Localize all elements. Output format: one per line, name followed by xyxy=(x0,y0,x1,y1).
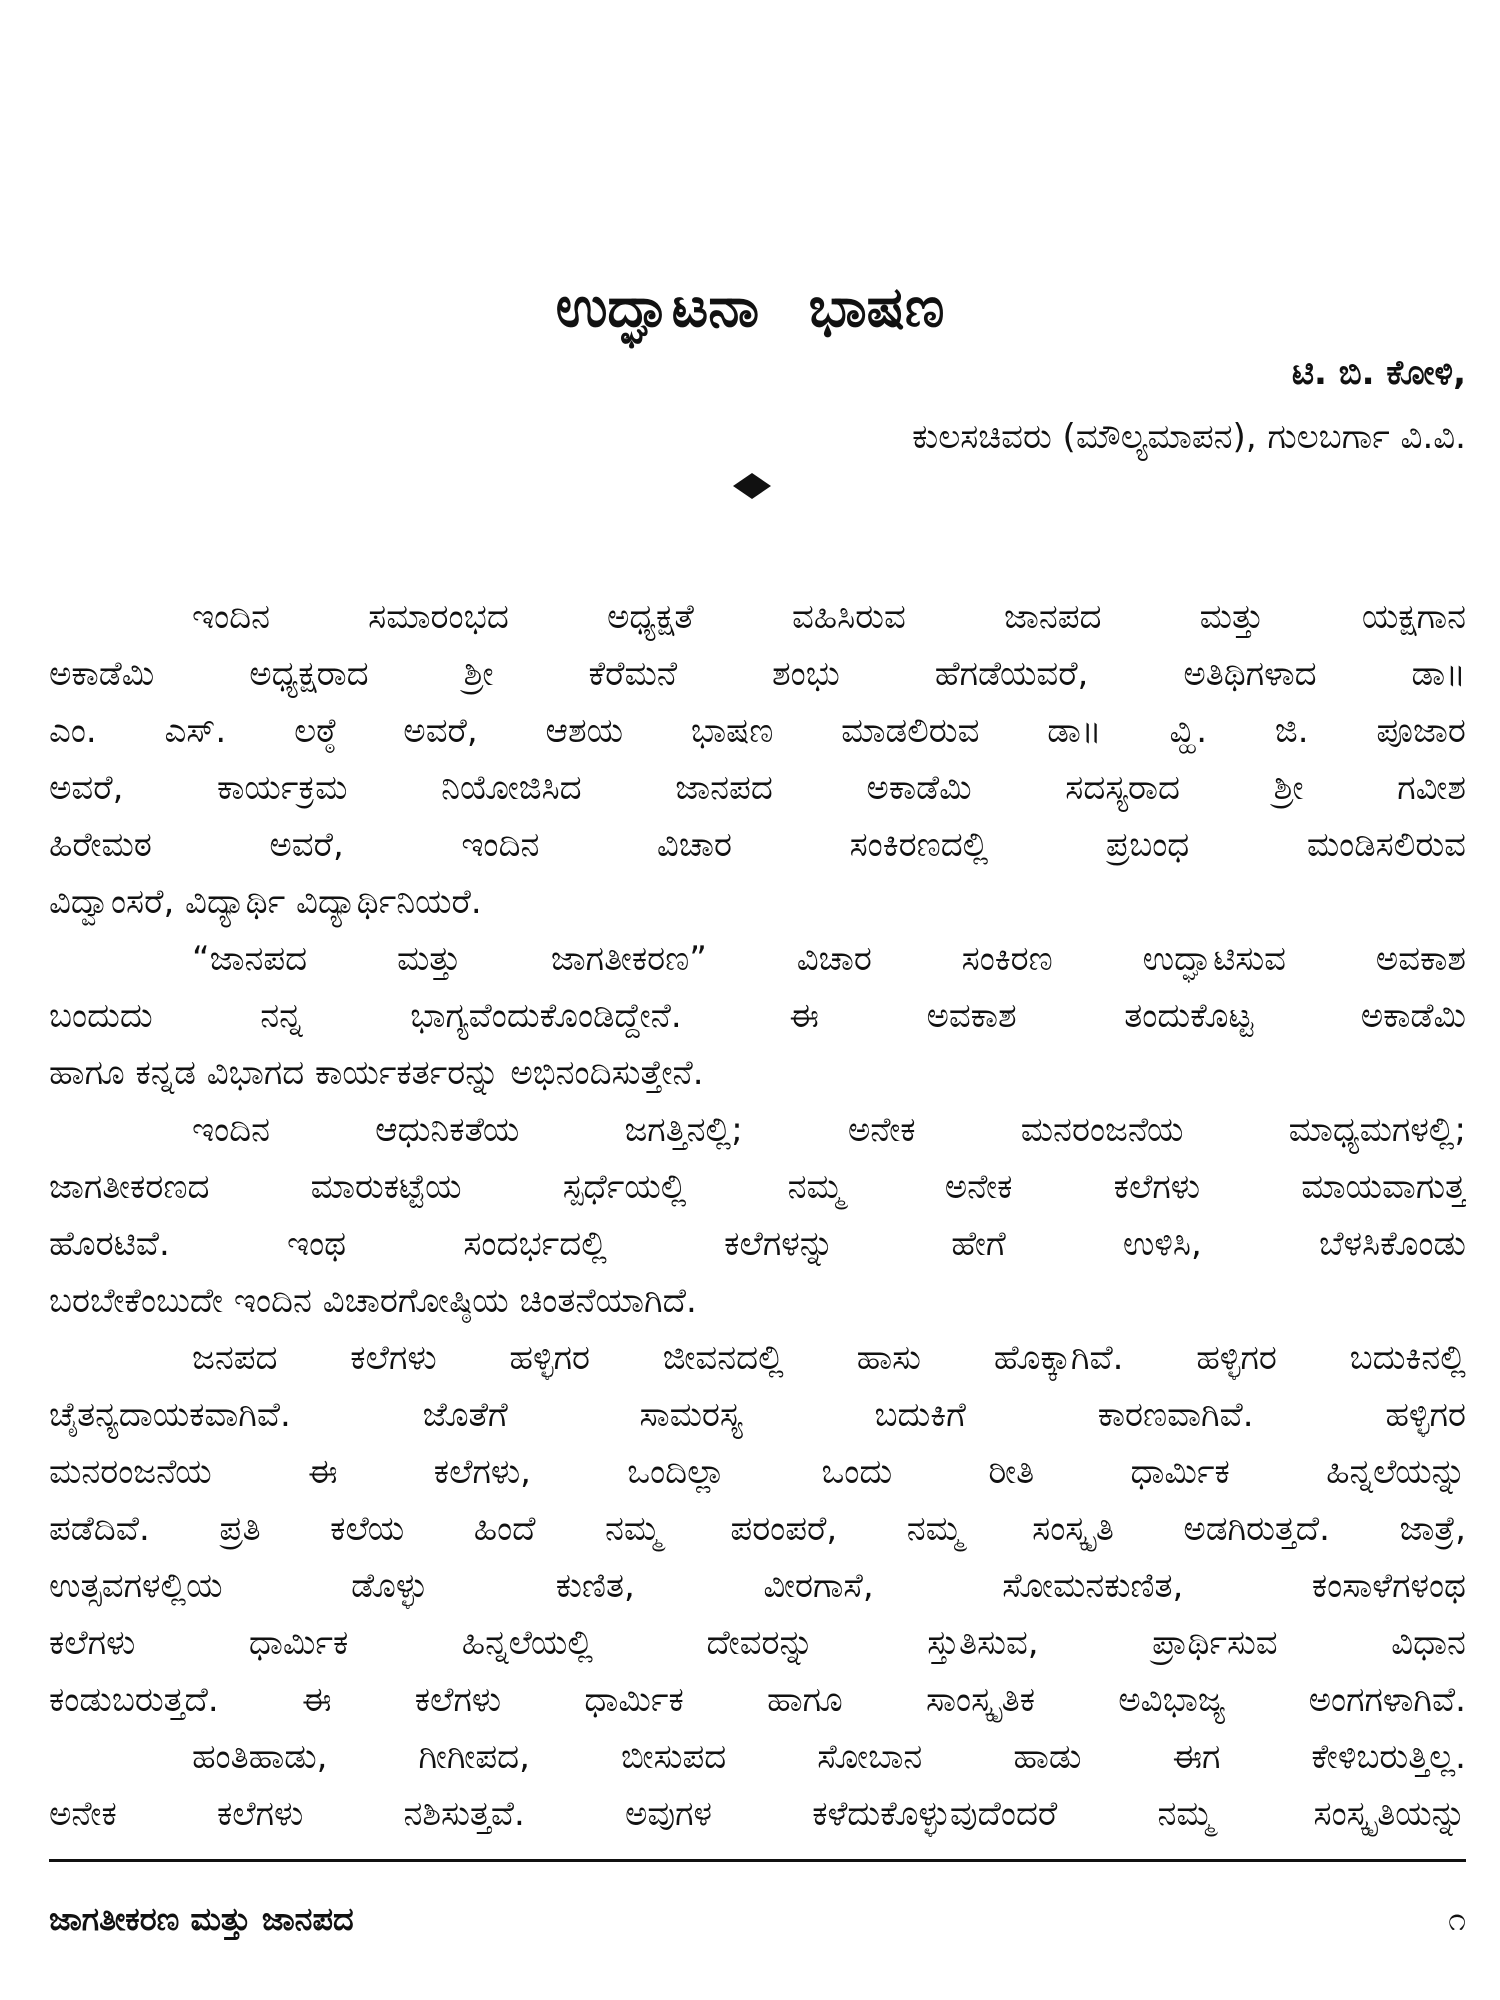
word: ಬದುಕಿಗೆ xyxy=(874,1395,966,1435)
word: ನಮ್ಮ xyxy=(906,1509,963,1549)
text-line xyxy=(49,1501,1466,1558)
word: ಹೇಗೆ xyxy=(951,1224,1006,1264)
word: ಧಾರ್ಮಿಕ xyxy=(248,1623,349,1663)
text-line xyxy=(49,1615,1466,1672)
word: ಹಳ್ಳಿಗರ xyxy=(509,1338,591,1378)
word: ಸಂಸ್ಕೃತಿ xyxy=(1032,1509,1114,1549)
word: ಜಾತ್ರೆ, xyxy=(1399,1509,1466,1549)
text-line: ಹಾಗೂ ಕನ್ನಡ ವಿಭಾಗದ ಕಾರ್ಯಕರ್ತರನ್ನು ಅಭಿನಂದಿಸುತ್ತೇನೆ. xyxy=(49,1053,704,1093)
word: ವ್ಹಿ. xyxy=(1169,711,1208,751)
text-line xyxy=(49,1159,1466,1216)
word: ಅವರೆ, xyxy=(269,825,344,865)
footer-divider xyxy=(49,1859,1466,1862)
word: ಹಂತಿಹಾಡು, xyxy=(192,1737,328,1777)
word: ಒಂದಿಲ್ಲಾ xyxy=(627,1452,726,1492)
word: ನಮ್ಮ xyxy=(1157,1794,1214,1834)
word: ಆಧುನಿಕತೆಯ xyxy=(375,1110,520,1150)
word: ಸಂದರ್ಭದಲ್ಲಿ xyxy=(463,1224,607,1264)
word: ಗೀಗೀಪದ, xyxy=(418,1737,530,1777)
word: ಹಾಡು xyxy=(1013,1737,1082,1777)
word: ತಂದುಕೊಟ್ಟ xyxy=(1124,996,1254,1036)
word: ಸಂಸ್ಕೃತಿಯನ್ನು xyxy=(1313,1794,1466,1834)
word: ಹಳ್ಳಿಗರ xyxy=(1196,1338,1277,1378)
text-line xyxy=(49,1444,1466,1501)
word: ಮತ್ತು xyxy=(396,939,462,979)
word: ಸಂಕಿರಣ xyxy=(961,939,1053,979)
word: ಜಗತ್ತಿನಲ್ಲಿ; xyxy=(624,1110,743,1150)
word: ಅನೇಕ xyxy=(49,1794,117,1834)
word: ಈ xyxy=(301,1680,332,1720)
text-line xyxy=(49,589,1466,646)
word: ಸಾಮರಸ್ಯ xyxy=(639,1395,743,1435)
word: ಅಂಗಗಳಾಗಿವೆ. xyxy=(1308,1680,1466,1720)
word: ಯಕ್ಷಗಾನ xyxy=(1361,597,1466,637)
author-name: ಟಿ. ಬಿ. ಕೋಳಿ, xyxy=(1291,353,1466,393)
word: ಡೊಳ್ಳು xyxy=(351,1566,428,1606)
word: ಕಲೆಯ xyxy=(330,1509,405,1549)
text-line xyxy=(49,760,1466,817)
word: ಬದುಕಿನಲ್ಲಿ xyxy=(1349,1338,1466,1378)
word: ಹಿನ್ನಲೆಯನ್ನು xyxy=(1326,1452,1466,1492)
word: ಅಧ್ಯಕ್ಷತೆ xyxy=(606,597,694,637)
text-line xyxy=(49,1387,1466,1444)
word: ಕಲೆಗಳನ್ನು xyxy=(724,1224,835,1264)
word: ಹಿರೇಮಠ xyxy=(49,825,152,865)
word: ಜಾನಪದ xyxy=(675,768,773,808)
word: ಈ xyxy=(308,1452,338,1492)
word: ಅವುಗಳ xyxy=(625,1794,712,1834)
word: ಪ್ರಾರ್ಥಿಸುವ xyxy=(1152,1623,1278,1663)
word: ಪರಂಪರೆ, xyxy=(730,1509,838,1549)
word: ಡಾ॥ xyxy=(1411,654,1466,694)
word: ಗವೀಶ xyxy=(1397,768,1466,808)
word: ಮತ್ತು xyxy=(1199,597,1264,637)
word: ಕೇಳಿಬರುತ್ತಿಲ್ಲ. xyxy=(1311,1737,1466,1777)
word: ಎಂ. xyxy=(49,711,97,751)
word: ಅವಕಾಶ xyxy=(1375,939,1466,979)
word: ಪಡೆದಿವೆ. xyxy=(49,1509,150,1549)
word: ಉಳಿಸಿ, xyxy=(1122,1224,1202,1264)
paragraph xyxy=(49,931,1466,1102)
word: ಅಡಗಿರುತ್ತದೆ. xyxy=(1183,1509,1330,1549)
word: ಕಲೆಗಳು xyxy=(350,1338,437,1378)
word: ಪೂಜಾರ xyxy=(1376,711,1466,751)
word: ಕಲೆಗಳು xyxy=(1113,1167,1201,1207)
word: ಹೊಕ್ಕಾಗಿವೆ. xyxy=(993,1338,1124,1378)
word: ಕಲೆಗಳು, xyxy=(433,1452,531,1492)
word: ಕಾರಣವಾಗಿವೆ. xyxy=(1097,1395,1254,1435)
word: ಹೊರಟಿವೆ. xyxy=(49,1224,170,1264)
word: ಸೋಬಾನ xyxy=(817,1737,923,1777)
word: ಉತ್ಸವಗಳಲ್ಲಿಯ xyxy=(49,1566,223,1606)
word: ಅಕಾಡೆಮಿ xyxy=(866,768,972,808)
word: ಅಕಾಡೆಮಿ xyxy=(1360,996,1466,1036)
word: ಸಾಂಸ್ಕೃತಿಕ xyxy=(925,1680,1036,1720)
word: ಅನೇಕ xyxy=(847,1110,916,1150)
word: ಉದ್ಘಾಟಿಸುವ xyxy=(1142,939,1286,979)
word: ಕಲೆಗಳು xyxy=(414,1680,502,1720)
word: ಇಂದಿನ xyxy=(461,825,540,865)
word: ಬಂದುದು xyxy=(49,996,153,1036)
word: ಜನಪದ xyxy=(192,1338,278,1378)
word: ಅವಕಾಶ xyxy=(926,996,1017,1036)
word: ಸೋಮನಕುಣಿತ, xyxy=(1002,1566,1184,1606)
paragraph xyxy=(49,1729,1466,1843)
word: ಜಾಗತೀಕರಣ” xyxy=(550,939,707,979)
paragraph xyxy=(49,1330,1466,1729)
word: ಪ್ರತಿ xyxy=(219,1509,261,1549)
text-line xyxy=(49,1786,1466,1843)
word: ಕಂಡುಬರುತ್ತದೆ. xyxy=(49,1680,219,1720)
word: ಹಳ್ಳಿಗರ xyxy=(1385,1395,1466,1435)
word: ನಿಯೋಜಿಸಿದ xyxy=(441,768,582,808)
word: ಕಾರ್ಯಕ್ರಮ xyxy=(217,768,348,808)
word: ಕೆರೆಮನೆ xyxy=(588,654,678,694)
paragraph xyxy=(49,1102,1466,1330)
text-line: ವಿದ್ವಾಂಸರೆ, ವಿದ್ಯಾರ್ಥಿ ವಿದ್ಯಾರ್ಥಿನಿಯರೆ. xyxy=(49,882,482,922)
text-line xyxy=(49,988,1466,1045)
text-line xyxy=(49,1330,1466,1387)
word: ಅವರೆ, xyxy=(49,768,124,808)
word: ಶ್ರೀ xyxy=(463,654,494,694)
word: ಅವರೆ, xyxy=(403,711,478,751)
running-footer-title: ಜಾಗತೀಕರಣ ಮತ್ತು ಜಾನಪದ xyxy=(49,1900,354,1938)
word: ಸಂಕಿರಣದಲ್ಲಿ xyxy=(849,825,989,865)
word: ಚೈತನ್ಯದಾಯಕವಾಗಿವೆ. xyxy=(49,1395,291,1435)
word: ಶ್ರೀ xyxy=(1273,768,1304,808)
page-number: ೧ xyxy=(1448,1900,1466,1938)
word: ಹಿನ್ನಲೆಯಲ್ಲಿ xyxy=(461,1623,594,1663)
word: ಮಾಡಲಿರುವ xyxy=(841,711,980,751)
text-line xyxy=(49,703,1466,760)
word: ಈಗ xyxy=(1172,1737,1221,1777)
word: ಮಾಯವಾಗುತ್ತ xyxy=(1301,1167,1466,1207)
word: ಧಾರ್ಮಿಕ xyxy=(584,1680,684,1720)
word: ಕಲೆಗಳು xyxy=(216,1794,304,1834)
text-line xyxy=(49,1558,1466,1615)
text-line xyxy=(49,1672,1466,1729)
word: ಸ್ತುತಿಸುವ, xyxy=(927,1623,1039,1663)
word: ನಶಿಸುತ್ತವೆ. xyxy=(403,1794,525,1834)
word: ಅನೇಕ xyxy=(944,1167,1013,1207)
text-line xyxy=(49,1102,1466,1159)
word: ಹಾಗೂ xyxy=(767,1680,843,1720)
word: ದೇವರನ್ನು xyxy=(706,1623,814,1663)
word: ಮನರಂಜನೆಯ xyxy=(49,1452,212,1492)
word: ಭಾಗ್ಯವೆಂದುಕೊಂಡಿದ್ದೇನೆ. xyxy=(410,996,682,1036)
word: ಇಂದಿನ xyxy=(192,1110,271,1150)
text-line xyxy=(49,817,1466,874)
word: ನನ್ನ xyxy=(260,996,303,1036)
word: ಇಂಥ xyxy=(287,1224,347,1264)
word: ಒಂದು xyxy=(821,1452,893,1492)
word: ಸದಸ್ಯರಾದ xyxy=(1065,768,1181,808)
word: ಕಂಸಾಳೆಗಳಂಥ xyxy=(1311,1566,1466,1606)
word: ಬೀಸುಪದ xyxy=(620,1737,727,1777)
author-affiliation: ಕುಲಸಚಿವರು (ಮೌಲ್ಯಮಾಪನ), ಗುಲಬರ್ಗಾ ವಿ.ವಿ. xyxy=(912,417,1466,457)
word: ಅಧ್ಯಕ್ಷರಾದ xyxy=(249,654,369,694)
word: ಜಾಗತೀಕರಣದ xyxy=(49,1167,210,1207)
word: ವಿಚಾರ xyxy=(796,939,872,979)
word: ನಮ್ಮ xyxy=(605,1509,661,1549)
word: ಕಳೆದುಕೊಳ್ಳುವುದೆಂದರೆ xyxy=(812,1794,1058,1834)
text-line: ಬರಬೇಕೆಂಬುದೇ ಇಂದಿನ ವಿಚಾರಗೋಷ್ಠಿಯ ಚಿಂತನೆಯಾಗಿದೆ. xyxy=(49,1281,697,1321)
word: ಮಾರುಕಟ್ಟೆಯ xyxy=(310,1167,462,1207)
word: ಸ್ಪರ್ಧೆಯಲ್ಲಿ xyxy=(562,1167,687,1207)
word: ಬೆಳಸಿಕೊಂಡು xyxy=(1318,1224,1466,1264)
word: ಹೆಗಡೆಯವರೆ, xyxy=(934,654,1089,694)
word: ಧಾರ್ಮಿಕ xyxy=(1130,1452,1230,1492)
word: ಕುಣಿತ, xyxy=(555,1566,635,1606)
text-line xyxy=(49,1216,1466,1273)
word: ಮಂಡಿಸಲಿರುವ xyxy=(1306,825,1466,865)
word: ಇಂದಿನ xyxy=(192,597,271,637)
paragraph xyxy=(49,589,1466,931)
word: ಈ xyxy=(789,996,819,1036)
word: ಆಶಯ xyxy=(545,711,624,751)
word: ಹಿಂದೆ xyxy=(473,1509,536,1549)
text-line xyxy=(49,931,1466,988)
word: ಮಾಧ್ಯಮಗಳಲ್ಲಿ; xyxy=(1288,1110,1466,1150)
word: ಅವಿಭಾಜ್ಯ xyxy=(1118,1680,1226,1720)
word: ಭಾಷಣ xyxy=(690,711,774,751)
page-title: ಉದ್ಘಾಟನಾ ಭಾಷಣ xyxy=(555,275,945,340)
text-line xyxy=(49,646,1466,703)
word: ಸಮಾರಂಭದ xyxy=(368,597,509,637)
word: ಲಠ್ಠೆ xyxy=(294,711,336,751)
word: ವಿಚಾರ xyxy=(656,825,733,865)
word: ಜಾನಪದ xyxy=(1003,597,1102,637)
word: ಹಾಸು xyxy=(856,1338,921,1378)
word: ಎಸ್. xyxy=(164,711,227,751)
text-line xyxy=(49,1729,1466,1786)
word: ವೀರಗಾಸೆ, xyxy=(763,1566,874,1606)
word: ಜೊತೆಗೆ xyxy=(422,1395,508,1435)
word: ಡಾ॥ xyxy=(1047,711,1102,751)
word: “ಜಾನಪದ xyxy=(192,939,308,979)
word: ಅತಿಥಿಗಳಾದ xyxy=(1183,654,1317,694)
word: ಪ್ರಬಂಧ xyxy=(1105,825,1190,865)
word: ವಿಧಾನ xyxy=(1391,1623,1466,1663)
word: ಮನರಂಜನೆಯ xyxy=(1020,1110,1184,1150)
article-body xyxy=(49,589,1466,1843)
word: ಜಿ. xyxy=(1274,711,1309,751)
word: ಕಲೆಗಳು xyxy=(49,1623,136,1663)
word: ರೀತಿ xyxy=(988,1452,1035,1492)
word: ಜೀವನದಲ್ಲಿ xyxy=(662,1338,784,1378)
word: ನಮ್ಮ xyxy=(787,1167,844,1207)
word: ವಹಿಸಿರುವ xyxy=(791,597,906,637)
diamond-icon xyxy=(733,473,771,499)
word: ಶಂಭು xyxy=(772,654,840,694)
word: ಅಕಾಡೆಮಿ xyxy=(49,654,155,694)
